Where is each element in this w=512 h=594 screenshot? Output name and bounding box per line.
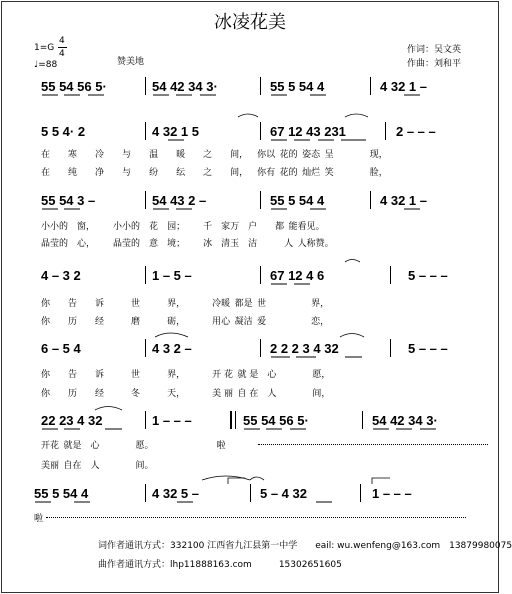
slur [340,334,364,338]
measure: 5 – – – [408,268,448,283]
lyric-line-2: 你 历 经 磨 砺， 用心 凝洁 爱 恋， [41,317,330,327]
ending-bracket [372,478,390,484]
lyric-line-1: 你 告 诉 世 界， 开 花 就 是 心 愿， [41,370,331,380]
lyric-line-1: 小小的 窗， 小小的 花 园； 千 家万 户 都 能看见。 [41,222,325,232]
slur [155,333,188,337]
measure: 1 – – – [152,413,192,428]
measure: 22 23 4 32 [41,413,103,428]
measure: 55 54 56 5· [243,413,309,428]
measure: 54 42 34 3· [372,413,438,428]
measure: 4 32 5 – [152,486,199,501]
measure: 67 12 43 231 [270,124,346,139]
measure: 4 3 2 – [152,341,192,356]
key-signature: 1=G [34,43,55,53]
tempo-mark: ♩=88 [34,60,58,70]
measure: 54 43 2 – [152,193,207,208]
measure: 55 5 54 4 [270,79,325,94]
measure: 1 – – – [372,486,412,501]
measure: 4 32 1 – [380,193,427,208]
meter-top: 4 [59,36,65,46]
composer-contact: 曲作者通讯方式：lhp11888163.com 15302651605 [98,560,342,570]
measure: 55 54 3 – [41,193,96,208]
lyric-line-2: 你 历 经 冬 天， 美 丽 自 在 人 间， [41,389,331,399]
measure: 5 – 4 32 [260,486,307,501]
lyric-line-2: 在 纯 净 与 纷 纭 之 间， 你有 花的 灿烂 笑 脸， [41,168,388,178]
slur [95,407,122,411]
slur [345,114,368,117]
measure: 4 32 1 – [380,79,427,94]
lyricist-credit: 作词：吴文英 [407,45,462,55]
meter-bottom: 4 [59,49,65,59]
measure: 1 – 5 – [152,268,192,283]
measure: 5 – – – [408,341,448,356]
measure: 54 42 34 3· [152,79,218,94]
measure: 55 5 54 4 [270,193,325,208]
measure: 6 – 5 4 [41,341,81,356]
measure: 67 12 4 6 [270,268,325,283]
ending-bracket [228,478,245,484]
slur [345,260,360,263]
lyric-line-2: 美丽 自在 人 间。 [41,461,154,471]
expression-mark: 赞美地 [117,57,145,67]
song-title: 冰凌花美 [214,12,286,33]
measure: 4 32 1 5 [152,124,199,139]
composer-credit: 作曲：刘和平 [407,59,462,69]
lyricist-contact: 词作者通讯方式：332100 江西省九江县第一中学 eail: wu.wenfeng@163.com 13879980075 [98,541,512,551]
slur [238,114,258,117]
measure: 2 – – – [396,124,436,139]
measure: 4 – 3 2 [41,268,81,283]
measure: 5 5 4· 2 [41,124,86,139]
lyric-line-1: 你 告 诉 世 界， 冷暖 都是 世 界， [41,299,330,309]
lyric-line-1: 啦 [34,514,44,524]
lyric-line-1: 开花 就是 心 愿。 啦 [41,441,226,451]
lyric-line-1: 在 寒 冷 与 温 暖 之 间， 你以 花的 姿态 呈 现， [41,150,388,160]
lyric-line-2: 晶莹的 心， 晶莹的 意 境； 冰 清玉 洁 人 人称赞。 [41,239,334,249]
measure: 2 2 2 3 4 32 [270,341,339,356]
measure: 55 54 56 5· [41,79,107,94]
measure: 55 5 54 4 [34,486,89,501]
tie [250,477,264,480]
